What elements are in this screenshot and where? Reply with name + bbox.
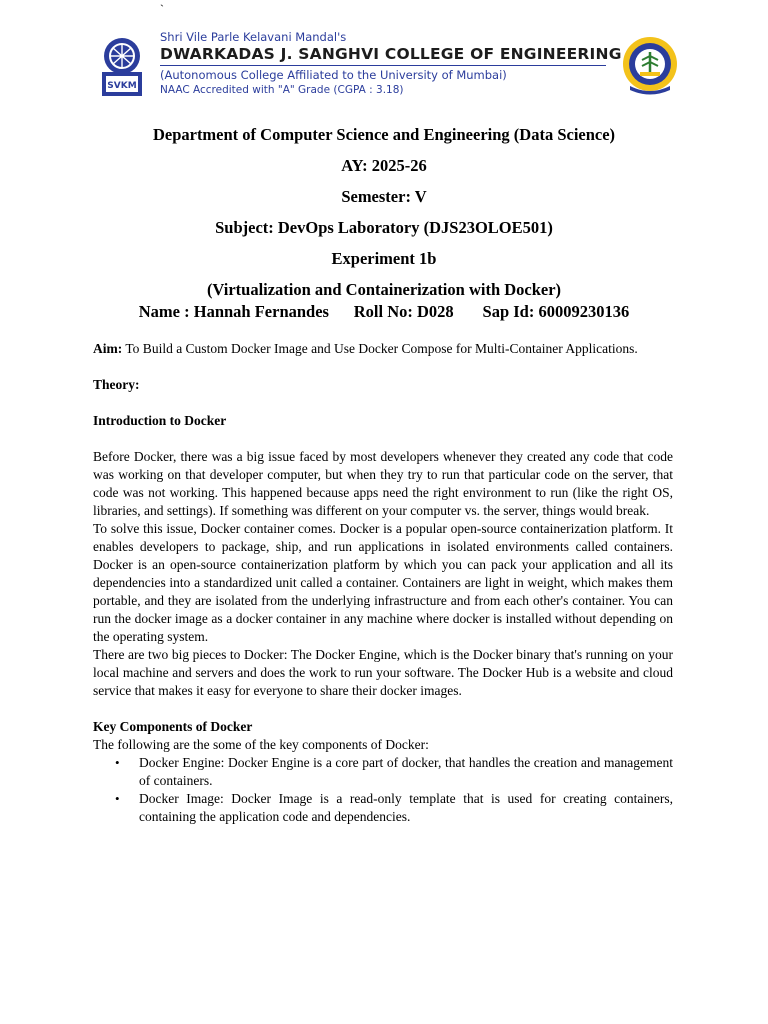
experiment-topic: (Virtualization and Containerization with Docker) <box>206 280 562 299</box>
sap-id: Sap Id: 60009230136 <box>482 302 630 321</box>
components-list <box>93 754 673 826</box>
list-item: • Docker Image: Docker Image is a read-only template that is used for creating containers, containing the application code and dependencies. <box>139 790 673 826</box>
letterhead <box>96 28 676 100</box>
affiliation: (Autonomous College Affiliated to the University of Mumbai) <box>160 68 507 82</box>
semester: Semester: V <box>341 187 427 206</box>
college-name-block <box>160 30 622 98</box>
stray-mark: ` <box>160 2 164 16</box>
aim-label: Aim: <box>93 341 123 356</box>
roll-number: Roll No: D028 <box>353 302 454 321</box>
student-details <box>0 301 768 332</box>
intro-heading: Introduction to Docker <box>93 413 227 428</box>
list-item: • Docker Engine: Docker Engine is a core part of docker, that handles the creation and management of containers. <box>139 754 673 790</box>
college-name-underline <box>160 65 606 66</box>
document-body <box>93 340 673 826</box>
naac-accreditation: NAAC Accredited with "A" Grade (CGPA : 3.18) <box>160 84 404 96</box>
college-name: DWARKADAS J. SANGHVI COLLEGE OF ENGINEERING <box>160 45 622 63</box>
trust-name: Shri Vile Parle Kelavani Mandal's <box>160 30 347 44</box>
student-name: Name : Hannah Fernandes <box>138 302 329 321</box>
academic-year: AY: 2025-26 <box>341 156 427 175</box>
svkm-logo-text: SVKM <box>107 81 137 91</box>
svkm-logo <box>96 36 148 98</box>
intro-paragraph-2: To solve this issue, Docker container comes. Docker is a popular open-source containerization platform. It enables developers to package, ship, and run applications in isolated environments called containers. Docker is an open-source containerization platform by which you can pack your application and all its dependencies into a standardized unit called a container. Containers are light in weight, which makes them portable, and they are isolated from the underlying infrastructure and from each other's container. You can run the docker image as a docker container in any machine where docker is installed without depending on the operating system. <box>93 521 673 644</box>
aim-text: To Build a Custom Docker Image and Use Docker Compose for Multi-Container Applications. <box>122 341 638 356</box>
department-heading: Department of Computer Science and Engineering (Data Science) <box>152 125 616 144</box>
intro-paragraph-1: Before Docker, there was a big issue faced by most developers whenever they created any code that code was working on that developer computer, but when they try to run that particular code on the server, that code was not working. This happened because apps need the right environment to run (like the right OS, libraries, and settings). If something was different on your computer vs. the server, things would break. <box>93 449 673 518</box>
theory-heading: Theory: <box>93 377 140 392</box>
college-crest-logo <box>620 36 680 96</box>
document-headings <box>0 124 768 332</box>
components-intro: The following are the some of the key components of Docker: <box>93 737 429 752</box>
experiment-number: Experiment 1b <box>331 249 437 268</box>
subject: Subject: DevOps Laboratory (DJS23OLOE501) <box>215 218 553 237</box>
intro-paragraph-3: There are two big pieces to Docker: The Docker Engine, which is the Docker binary that's running on your local machine and servers and does the work to run your software. The Docker Hub is a website and cloud service that makes it easy for everyone to share their docker images. <box>93 647 673 698</box>
components-heading: Key Components of Docker <box>93 719 253 734</box>
aim-paragraph <box>93 340 673 358</box>
